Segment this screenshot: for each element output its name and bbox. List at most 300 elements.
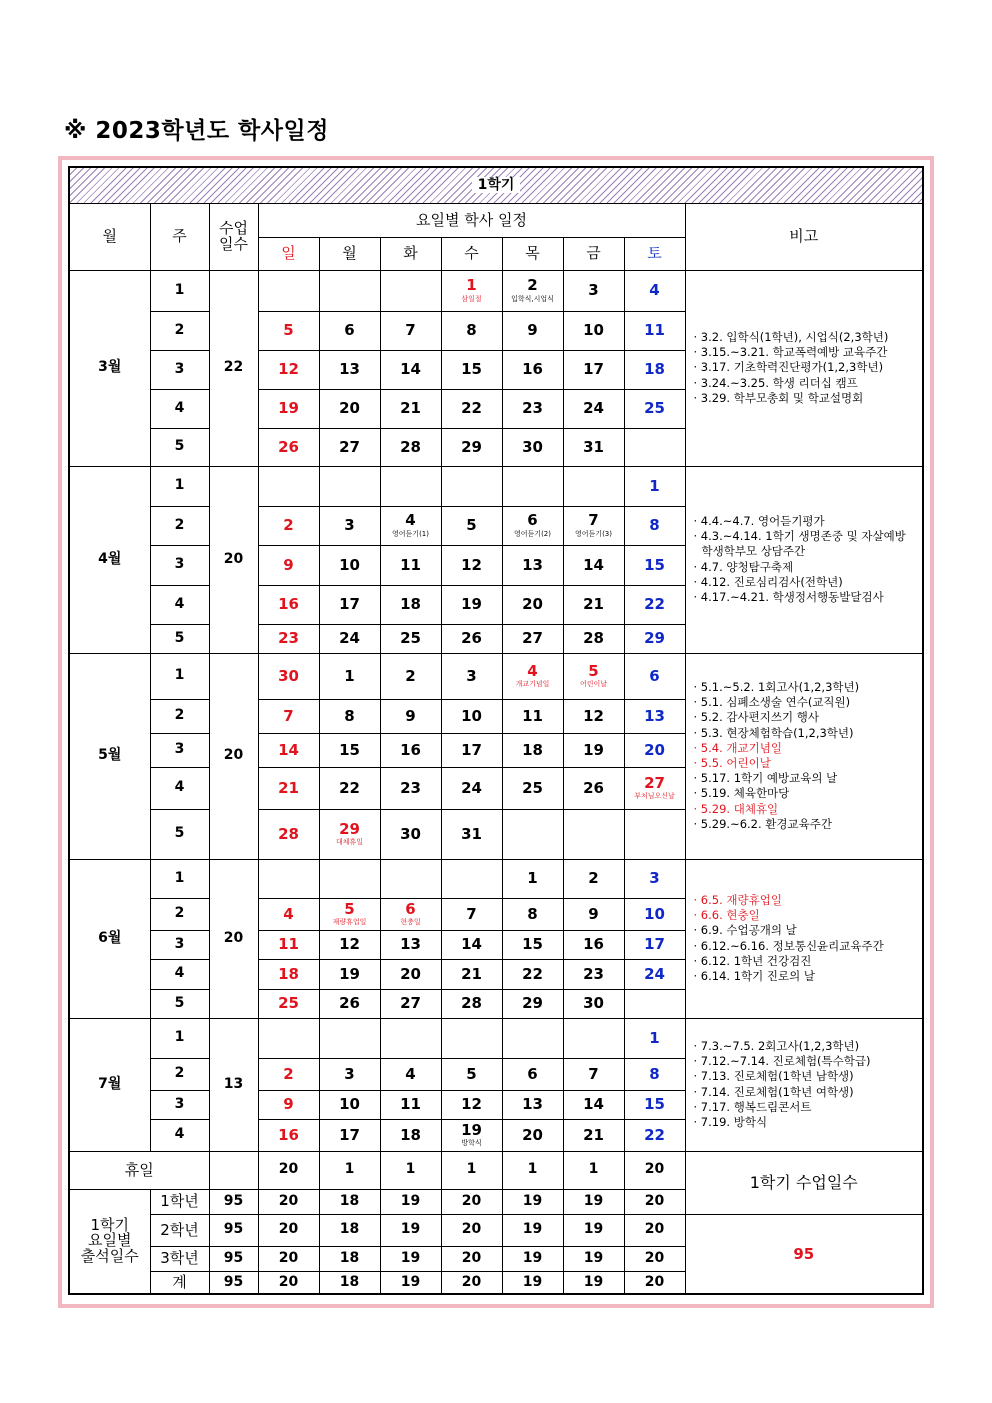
attendance-count: 20: [441, 1189, 502, 1214]
day-header: 금: [563, 237, 624, 270]
note-item: · 4.3.~4.14. 1학기 생명존중 및 자살예방 학생학부모 상담주간: [693, 529, 906, 559]
day-number: 16: [278, 1125, 299, 1144]
week-header: 주: [150, 203, 209, 270]
day-number: 20: [400, 964, 421, 983]
day-number: 1: [649, 476, 660, 495]
day-cell: [563, 959, 624, 989]
day-number: 11: [522, 706, 543, 725]
day-cell: [441, 545, 502, 585]
day-number: 18: [400, 595, 421, 614]
month-class-days: 13: [209, 1018, 258, 1151]
attendance-count: 20: [624, 1246, 685, 1271]
day-number: 30: [583, 994, 604, 1013]
day-event: 입학식,시업식: [511, 294, 554, 303]
note-item: · 6.6. 현충일: [693, 908, 760, 923]
day-event: 재량휴업일: [332, 918, 367, 927]
day-number: 15: [461, 360, 482, 379]
day-number: 5: [466, 516, 477, 535]
day-number: 4: [405, 511, 416, 530]
day-cell: [258, 624, 319, 653]
day-cell: [380, 428, 441, 466]
day-cell: [258, 545, 319, 585]
day-cell: [502, 506, 563, 545]
note-item: · 5.4. 개교기념일: [693, 740, 782, 755]
day-number: 22: [644, 1125, 665, 1144]
day-cell: [258, 466, 319, 506]
day-cell: [502, 733, 563, 767]
day-cell: [624, 859, 685, 898]
day-cell: [319, 959, 380, 989]
day-number: 25: [400, 629, 421, 648]
day-cell: [258, 270, 319, 311]
day-number: 12: [583, 706, 604, 725]
month-label: 3월: [69, 270, 150, 466]
attendance-count: 19: [563, 1246, 624, 1271]
day-number: 12: [461, 1095, 482, 1114]
day-number: 18: [644, 360, 665, 379]
day-cell: [624, 311, 685, 350]
day-cell: [563, 466, 624, 506]
day-cell: [624, 428, 685, 466]
day-cell: [441, 653, 502, 699]
day-cell: [502, 930, 563, 959]
day-number: 16: [522, 360, 543, 379]
day-cell: [502, 311, 563, 350]
day-cell: [502, 624, 563, 653]
day-cell: [563, 545, 624, 585]
day-number: 4: [527, 661, 538, 680]
note-item: · 4.17.~4.21. 학생정서행동발달검사: [693, 589, 884, 604]
day-cell: [319, 733, 380, 767]
day-cell: [258, 699, 319, 733]
day-number: 13: [339, 360, 360, 379]
day-cell: [563, 624, 624, 653]
day-number: 18: [522, 740, 543, 759]
day-number: 6: [344, 321, 355, 340]
week-number: 1: [150, 270, 209, 311]
day-cell: [258, 311, 319, 350]
day-cell: [502, 859, 563, 898]
day-cell: [380, 506, 441, 545]
day-cell: [380, 1090, 441, 1119]
day-number: 13: [400, 935, 421, 954]
day-event: 영어듣기(3): [575, 529, 612, 538]
week-number: 4: [150, 959, 209, 989]
schedule-table: [68, 166, 924, 1295]
day-number: 23: [400, 778, 421, 797]
day-cell: [624, 389, 685, 428]
day-cell: [502, 428, 563, 466]
attendance-count: 19: [380, 1214, 441, 1246]
attendance-count: 20: [258, 1246, 319, 1271]
day-number: 4: [649, 281, 660, 300]
day-cell: [380, 930, 441, 959]
day-cell: [258, 1090, 319, 1119]
day-cell: [258, 898, 319, 930]
day-number: 26: [339, 994, 360, 1013]
day-number: 26: [583, 778, 604, 797]
day-number: 28: [583, 629, 604, 648]
day-cell: [441, 428, 502, 466]
day-number: 14: [461, 935, 482, 954]
attendance-count: 19: [502, 1214, 563, 1246]
note-item: · 3.29. 학부모총회 및 학교설명회: [693, 390, 864, 405]
day-cell: [258, 1018, 319, 1058]
note-item: · 6.9. 수업공개의 날: [693, 923, 797, 938]
day-cell: [258, 1119, 319, 1151]
month-header: 월: [69, 203, 150, 270]
day-cell: [563, 350, 624, 389]
day-number: 22: [461, 399, 482, 418]
day-number: 20: [522, 595, 543, 614]
holiday-count: 1: [441, 1151, 502, 1189]
day-cell: [319, 1058, 380, 1090]
day-cell: [624, 1018, 685, 1058]
note-item: · 6.12.~6.16. 정보통신윤리교육주간: [693, 938, 884, 953]
month-notes: [685, 1018, 923, 1151]
day-number: 29: [461, 437, 482, 456]
class-days-header: 수업 일수: [209, 203, 258, 270]
day-cell: [380, 989, 441, 1018]
day-number: 17: [339, 595, 360, 614]
day-number: 4: [405, 1064, 416, 1083]
day-cell: [563, 767, 624, 809]
week-number: 5: [150, 809, 209, 859]
day-cell: [319, 859, 380, 898]
note-item: · 5.3. 현장체험학습(1,2,3학년): [693, 725, 854, 740]
day-number: 31: [583, 437, 604, 456]
day-cell: [624, 699, 685, 733]
day-cell: [319, 466, 380, 506]
holiday-count: 1: [502, 1151, 563, 1189]
day-number: 15: [644, 555, 665, 574]
day-cell: [624, 767, 685, 809]
day-number: 16: [278, 595, 299, 614]
day-number: 8: [466, 321, 477, 340]
day-number: 20: [339, 399, 360, 418]
day-cell: [319, 350, 380, 389]
day-number: 9: [527, 321, 538, 340]
day-number: 7: [283, 706, 294, 725]
day-number: 3: [466, 666, 477, 685]
day-number: 21: [400, 399, 421, 418]
attendance-count: 18: [319, 1271, 380, 1294]
week-number: 3: [150, 545, 209, 585]
day-cell: [380, 270, 441, 311]
attendance-count: 20: [441, 1271, 502, 1294]
day-number: 13: [522, 555, 543, 574]
week-number: 2: [150, 1058, 209, 1090]
holiday-count: 20: [258, 1151, 319, 1189]
day-cell: [563, 898, 624, 930]
attendance-label: 1학기 요일별 출석일수: [69, 1189, 150, 1294]
day-number: 22: [339, 778, 360, 797]
note-item: · 7.19. 방학식: [693, 1114, 768, 1129]
attendance-count: 19: [563, 1214, 624, 1246]
day-cell: [319, 1018, 380, 1058]
day-cell: [624, 989, 685, 1018]
day-number: 9: [405, 706, 416, 725]
day-cell: [441, 767, 502, 809]
day-number: 29: [644, 629, 665, 648]
day-cell: [258, 653, 319, 699]
day-cell: [319, 1090, 380, 1119]
day-number: 6: [527, 511, 538, 530]
day-cell: [624, 653, 685, 699]
day-cell: [441, 898, 502, 930]
week-number: 3: [150, 733, 209, 767]
day-cell: [319, 767, 380, 809]
attendance-count: 20: [441, 1214, 502, 1246]
month-label: 7월: [69, 1018, 150, 1151]
day-number: 21: [461, 964, 482, 983]
day-event: 영어듣기(2): [514, 529, 551, 538]
day-number: 26: [461, 629, 482, 648]
note-item: · 6.12. 1학년 건강검진: [693, 953, 812, 968]
day-number: 27: [644, 773, 665, 792]
day-number: 14: [400, 360, 421, 379]
day-cell: [563, 1090, 624, 1119]
day-number: 18: [278, 964, 299, 983]
attendance-count: 20: [441, 1246, 502, 1271]
day-number: 30: [400, 824, 421, 843]
day-cell: [624, 733, 685, 767]
day-number: 7: [588, 511, 599, 530]
week-number: 1: [150, 653, 209, 699]
day-cell: [258, 1058, 319, 1090]
day-cell: [380, 311, 441, 350]
day-number: 20: [644, 740, 665, 759]
holidays-label: 휴일: [69, 1151, 209, 1189]
day-cell: [441, 624, 502, 653]
day-cell: [624, 270, 685, 311]
day-cell: [258, 506, 319, 545]
day-number: 4: [283, 904, 294, 923]
day-cell: [563, 653, 624, 699]
day-number: 25: [644, 399, 665, 418]
day-cell: [258, 930, 319, 959]
day-number: 28: [400, 437, 421, 456]
day-cell: [441, 1119, 502, 1151]
day-cell: [502, 1090, 563, 1119]
week-number: 3: [150, 350, 209, 389]
day-cell: [441, 389, 502, 428]
day-cell: [563, 809, 624, 859]
day-cell: [441, 959, 502, 989]
day-number: 26: [278, 437, 299, 456]
day-number: 14: [583, 555, 604, 574]
day-cell: [441, 1018, 502, 1058]
day-number: 30: [278, 666, 299, 685]
day-cell: [258, 959, 319, 989]
schedule-header: 요일별 학사 일정: [258, 203, 685, 237]
day-cell: [624, 545, 685, 585]
day-cell: [563, 389, 624, 428]
day-number: 9: [283, 555, 294, 574]
week-number: 1: [150, 1018, 209, 1058]
day-number: 17: [644, 935, 665, 954]
day-number: 22: [522, 964, 543, 983]
grade-total: 95: [209, 1189, 258, 1214]
day-cell: [563, 989, 624, 1018]
day-cell: [319, 624, 380, 653]
day-cell: [624, 1058, 685, 1090]
day-cell: [563, 699, 624, 733]
day-number: 9: [588, 904, 599, 923]
note-item: · 5.5. 어린이날: [693, 756, 771, 770]
attendance-count: 20: [258, 1214, 319, 1246]
day-number: 11: [278, 935, 299, 954]
day-cell: [502, 545, 563, 585]
day-cell: [502, 389, 563, 428]
day-number: 3: [588, 281, 599, 300]
note-item: · 3.2. 입학식(1학년), 시업식(2,3학년): [693, 329, 889, 344]
summary-value: 95: [685, 1214, 923, 1294]
grade-total: 95: [209, 1214, 258, 1246]
day-number: 27: [339, 437, 360, 456]
day-cell: [380, 733, 441, 767]
day-number: 10: [339, 555, 360, 574]
day-number: 30: [522, 437, 543, 456]
day-number: 3: [344, 1064, 355, 1083]
day-cell: [563, 859, 624, 898]
attendance-count: 18: [319, 1246, 380, 1271]
day-cell: [563, 1119, 624, 1151]
week-number: 1: [150, 466, 209, 506]
attendance-count: 19: [502, 1271, 563, 1294]
day-cell: [258, 389, 319, 428]
day-cell: [502, 1119, 563, 1151]
day-cell: [258, 989, 319, 1018]
grade-label: 1학년: [150, 1189, 209, 1214]
note-item: · 7.12.~7.14. 진로체험(특수학급): [693, 1054, 871, 1069]
note-item: · 5.17. 1학기 예방교육의 날: [693, 771, 838, 786]
month-notes: [685, 270, 923, 466]
summary-label: 1학기 수업일수: [685, 1151, 923, 1214]
day-number: 5: [588, 661, 599, 680]
note-item: · 5.2. 감사편지쓰기 행사: [693, 710, 819, 725]
day-number: 29: [339, 819, 360, 838]
day-cell: [380, 809, 441, 859]
month-class-days: 20: [209, 653, 258, 859]
day-number: 23: [583, 964, 604, 983]
grade-label: 3학년: [150, 1246, 209, 1271]
day-number: 24: [339, 629, 360, 648]
day-cell: [502, 767, 563, 809]
note-item: · 5.29.~6.2. 환경교육주간: [693, 816, 832, 831]
day-cell: [380, 699, 441, 733]
page-title: ※ 2023학년도 학사일정: [64, 118, 329, 144]
attendance-count: 20: [624, 1214, 685, 1246]
day-cell: [380, 1018, 441, 1058]
day-header: 목: [502, 237, 563, 270]
attendance-count: 20: [624, 1189, 685, 1214]
day-cell: [563, 585, 624, 624]
day-header: 월: [319, 237, 380, 270]
attendance-count: 19: [502, 1189, 563, 1214]
day-number: 19: [461, 1120, 482, 1139]
day-cell: [380, 624, 441, 653]
day-number: 14: [583, 1095, 604, 1114]
day-number: 8: [649, 1064, 660, 1083]
month-label: 4월: [69, 466, 150, 653]
day-number: 24: [583, 399, 604, 418]
day-cell: [441, 506, 502, 545]
day-cell: [380, 1058, 441, 1090]
day-number: 12: [461, 555, 482, 574]
note-item: · 6.14. 1학기 진로의 날: [693, 968, 816, 983]
day-cell: [502, 959, 563, 989]
day-number: 11: [400, 1095, 421, 1114]
day-cell: [258, 585, 319, 624]
day-number: 11: [400, 555, 421, 574]
day-event: 부처님오신날: [634, 792, 675, 801]
day-number: 8: [649, 516, 660, 535]
day-cell: [502, 350, 563, 389]
day-cell: [258, 428, 319, 466]
attendance-count: 19: [563, 1189, 624, 1214]
day-cell: [319, 506, 380, 545]
month-class-days: 22: [209, 270, 258, 466]
grade-total: 95: [209, 1246, 258, 1271]
day-cell: [319, 898, 380, 930]
day-number: 21: [278, 778, 299, 797]
week-number: 2: [150, 311, 209, 350]
day-cell: [502, 898, 563, 930]
note-item: · 6.5. 재량휴업일: [693, 892, 782, 907]
day-number: 14: [278, 740, 299, 759]
day-number: 1: [344, 666, 355, 685]
day-number: 5: [344, 899, 355, 918]
day-number: 25: [278, 994, 299, 1013]
day-number: 21: [583, 1125, 604, 1144]
week-number: 4: [150, 585, 209, 624]
holiday-count: 1: [319, 1151, 380, 1189]
day-number: 5: [466, 1064, 477, 1083]
day-number: 20: [522, 1125, 543, 1144]
day-event: 개교기념일: [515, 680, 550, 689]
day-cell: [319, 699, 380, 733]
holiday-count: 20: [624, 1151, 685, 1189]
attendance-count: 20: [258, 1271, 319, 1294]
day-number: 16: [400, 740, 421, 759]
note-item: · 7.13. 진로체험(1학년 남학생): [693, 1069, 854, 1084]
day-cell: [563, 733, 624, 767]
day-cell: [441, 311, 502, 350]
week-number: 4: [150, 767, 209, 809]
day-cell: [624, 959, 685, 989]
day-cell: [502, 466, 563, 506]
day-cell: [319, 270, 380, 311]
day-number: 2: [588, 869, 599, 888]
note-item: · 5.1.~5.2. 1회고사(1,2,3학년): [693, 679, 860, 694]
day-number: 2: [283, 1064, 294, 1083]
day-number: 6: [405, 899, 416, 918]
day-cell: [258, 733, 319, 767]
day-number: 15: [644, 1095, 665, 1114]
day-cell: [319, 428, 380, 466]
week-number: 2: [150, 898, 209, 930]
note-item: · 4.7. 양청탐구축제: [693, 559, 794, 574]
day-cell: [258, 767, 319, 809]
day-cell: [624, 1119, 685, 1151]
note-item: · 3.24.~3.25. 학생 리더십 캠프: [693, 375, 858, 390]
day-number: 11: [644, 321, 665, 340]
day-cell: [441, 809, 502, 859]
day-cell: [319, 311, 380, 350]
day-cell: [380, 859, 441, 898]
week-number: 4: [150, 389, 209, 428]
